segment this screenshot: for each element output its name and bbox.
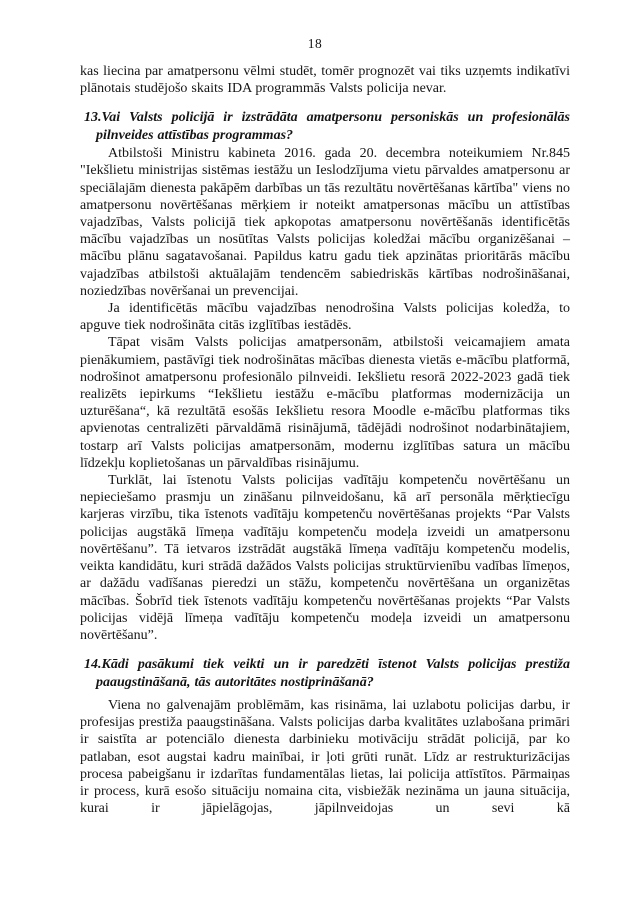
- answer-13-paragraph-3: Tāpat visām Valsts policijas amatpersonām, atbilstoši veicamajiem amata pienākumiem, pastāvīgi tiek nodrošinātas mācības dienesta vietās e-mācību platformā, nodrošinot amatpersonu profesionālo pilnveidi. Iekšlietu resorā 2022-2023 gadā tiek realizēts iepirkums “Iekšlietu iestāžu e-mācību platformas modernizācija un uzturēšana“, kā rezultātā esošās Iekšlietu resora Moodle e-mācību platformas tiks apvienotas centralizēti pārvaldāmā risinājumā, tādējādi nodrošinot nodarbinātajiem, tostarp arī Valsts policijas amatpersonām, modernu izglītības satura un mācību līdzekļu koplietošanas un pārvaldības risinājumu.: [80, 335, 570, 471]
- answer-13-paragraph-1: Atbilstoši Ministru kabineta 2016. gada 20. decembra noteikumiem Nr.845 "Iekšlietu ministrijas sistēmas iestāžu un Ieslodzījuma vietu pārvaldes amatpersonu ar speciālajām dienesta pakāpēm darbības un tās rezultātu novērtēšanas kārtība" viens no amatpersonu novērtēšanas mērķiem ir noteikt amatpersonas mācību un attīstības vajadzības, Valsts policijā tiek apkopotas amatpersonu novērtēšanās identificētās mācību vajadzības un nosūtītas Valsts policijas koledžai mācību organizēšanai – mācību plānu sagatavošanai. Papildus katru gadu tiek apzinātas prioritārās mācību vajadzības atbilstoši aktuālajām tendencēm sabiedriskās kārtības nodrošināšanai, noziedzības novēršanai un prevencijai.: [80, 146, 570, 299]
- answer-13-paragraph-4: Turklāt, lai īstenotu Valsts policijas vadītāju kompetenču novērtēšanu un nepieciešamo prasmju un zināšanu pilnveidošanu, kā arī personāla mērķtiecīgu karjeras virzību, tika īstenots vadītāju kompetenču novērtēšanas projekts “Par Valsts policijas augstākā līmeņa vadītāju kompetenču modeļa izveidi un amatpersonu novērtēšanu”. Tā ietvaros izstrādāt augstākā līmeņa vadītāju kompetenču modelis, veikta kandidātu, kuri strādā dažādos Valsts policijas struktūrvienību vadības līmeņos, ar dažādu vadīšanas pieredzi un stāžu, kompetenču novērtēšana un organizētas mācības. Šobrīd tiek īstenots vadītāju kompetenču novērtēšanas projekts “Par Valsts policijas vidējā līmeņa vadītāju kompetenču modeļa izveidi un amatpersonu novērtēšanu”.: [80, 473, 570, 643]
- answer-13-paragraph-2: Ja identificētās mācību vajadzības nenodrošina Valsts policijas koledža, to apguve tiek nodrošināta citās izglītības iestādēs.: [80, 301, 570, 334]
- question-13-heading: [84, 109, 570, 144]
- question-14-number: 14.: [84, 657, 102, 673]
- question-14-heading: [84, 656, 570, 691]
- answer-14-paragraph-1: Viena no galvenajām problēmām, kas risināma, lai uzlabotu policijas darbu, ir profesijas prestiža paaugstināšana. Valsts policijas darba kvalitātes uzlabošana primāri ir saistīta ar potenciālo dienesta darbinieku motivāciju strādāt policijā, par ko patlaban, esot augstai kadru mainībai, ir ļoti grūti runāt. Līdz ar restrukturizācijas procesa pabeigšanu ir izdarītas fundamentālas lietas, lai policija attīstītos. Pārmaiņas ir process, kurā esošo situāciju nomaina cita, visbiežāk nezināma un jauna situācija, kurai ir jāpielāgojas, jāpilnveidojas un sevi kā: [80, 697, 570, 817]
- page-content: [80, 63, 570, 817]
- question-13-number: 13.: [84, 110, 102, 126]
- question-14-text: Kādi pasākumi tiek veikti un ir paredzēti īstenot Valsts policijas prestiža paaugstināšanā, tās autoritātes nostiprināšanā?: [96, 657, 570, 690]
- page-number: 18: [307, 36, 323, 51]
- continuation-paragraph: kas liecina par amatpersonu vēlmi studēt, tomēr prognozēt vai tiks uzņemts indikatīvi plānotais studējošo skaits IDA programmās Valsts policija nevar.: [80, 64, 570, 97]
- question-13-text: Vai Valsts policijā ir izstrādāta amatpersonu personiskās un profesionālās pilnveides attīstības programmas?: [96, 110, 570, 143]
